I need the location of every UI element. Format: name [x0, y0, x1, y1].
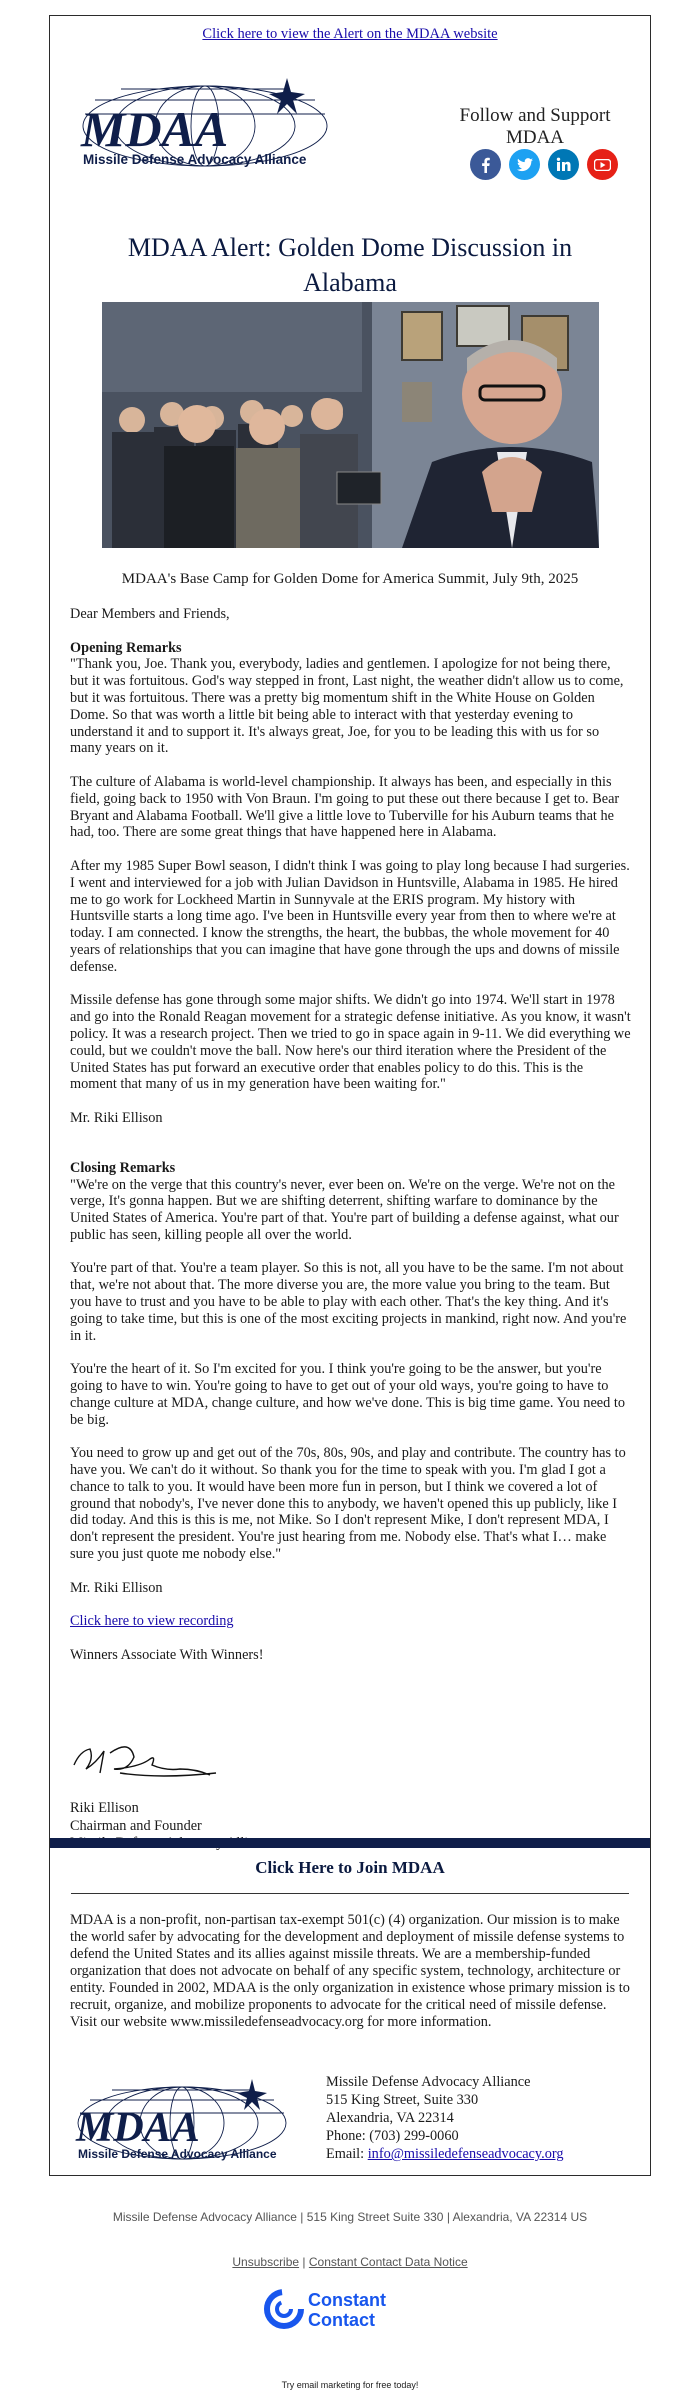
- mdaa-logo[interactable]: [75, 74, 375, 170]
- address-city: Alexandria, VA 22314: [326, 2110, 454, 2126]
- svg-text:Missile Defense Advocacy Allia: Missile Defense Advocacy Alliance: [83, 152, 307, 167]
- address-org: Missile Defense Advocacy Alliance: [326, 2074, 531, 2090]
- closing-attribution: Mr. Riki Ellison: [70, 1579, 163, 1596]
- address-email-row: Email: info@missiledefenseadvocacy.org: [326, 2146, 564, 2162]
- greeting: Dear Members and Friends,: [70, 606, 230, 622]
- section-divider-band: [50, 1838, 650, 1848]
- view-recording-link[interactable]: Click here to view recording: [70, 1613, 234, 1630]
- closing-paragraph: You're the heart of it. So I'm excited for you. I think you're going to be the answer, but you're going to have to win. You're going to have to get out of your old ways, you're going to have to change culture at MDA, change culture, and how we've done. This is big time game. You need to be big.: [70, 1361, 625, 1428]
- svg-text:Missile Defense Advocacy Allia: Missile Defense Advocacy Alliance: [78, 2147, 277, 2161]
- opening-paragraph: After my 1985 Super Bowl season, I didn't think I was going to play long because I had surgeries. I went and interviewed for a job with Julian Davidson in Huntsville, Alabama in 1985. He hired me to go work for Lockheed Martin in Sunnyvale at the ERIS program. My history with Huntsville starts a long time ago. I've been in Huntsville every year from then to where we're at today. I am connected. I know the strengths, the heart, the bubbas, the whole movement for 40 years of relationships that you can imagine that have gone through the ups and downs of missile defense.: [70, 857, 630, 975]
- email-frame: [49, 15, 651, 2176]
- tagline: Winners Associate With Winners!: [70, 1646, 264, 1663]
- closing-paragraph: "We're on the verge that this country's never, ever been on. We're on the verge. We're not on the verge, It's gonna happen. But we are shifting deterrent, shifting warfare to dominance by the United States of America. You're part of that. You're part of building a defense against, what our public has seen, killing people all over the world.: [70, 1176, 619, 1243]
- email-link[interactable]: info@missiledefenseadvocacy.org: [367, 2146, 564, 2162]
- join-mdaa-link[interactable]: Click Here to Join MDAA: [255, 1858, 445, 1877]
- opening-paragraph: The culture of Alabama is world-level championship. It always has been, and especially in this field, going back to 1950 with Von Braun. I'm going to put these out there because I get to. Bear Bryant and Alabama Football. We'll give a little love to Tuberville for his Auburn teams that he had, too. There are some great things that have happened here in Alabama.: [70, 773, 620, 841]
- facebook-icon[interactable]: [470, 149, 501, 180]
- opening-remarks-heading: Opening Remarks: [70, 639, 182, 656]
- follow-heading: Follow and Support MDAA: [459, 105, 611, 148]
- signoff-title: Chairman and Founder: [70, 1817, 202, 1834]
- divider-line: [71, 1893, 629, 1894]
- address-phone: Phone: (703) 299-0060: [326, 2128, 459, 2144]
- photo-caption: MDAA's Base Camp for Golden Dome for America Summit, July 9th, 2025: [121, 571, 579, 587]
- closing-paragraph: You're part of that. You're a team player. So this is not, all you have to be the same. I'm not about that, we're not about that. The more diverse you are, the more value you bring to the team. But you have to trust and you have to be able to play with each other. That's the key thing. And it's going to take time, but this is one of the most exciting projects in mankind, right now. And you're in it.: [70, 1260, 627, 1344]
- opening-attribution: Mr. Riki Ellison: [70, 1109, 163, 1126]
- svg-text:Constant: Constant: [308, 2290, 386, 2310]
- social-links: [470, 149, 618, 180]
- summit-photo[interactable]: [102, 302, 599, 548]
- svg-text:MDAA: MDAA: [81, 101, 229, 157]
- unsubscribe-link[interactable]: Unsubscribe: [232, 2255, 300, 2269]
- footer-links: Unsubscribe | Constant Contact Data Notice: [232, 2255, 468, 2269]
- view-online-link[interactable]: Click here to view the Alert on the MDAA website: [202, 26, 498, 42]
- contact-address: [326, 2073, 564, 2163]
- twitter-icon[interactable]: [509, 149, 540, 180]
- svg-text:Contact: Contact: [308, 2310, 375, 2330]
- letter-body: [70, 606, 632, 1680]
- svg-text:MDAA: MDAA: [76, 2105, 200, 2151]
- alert-headline: MDAA Alert: Golden Dome Discussion in Alabama: [127, 233, 573, 297]
- constant-contact-badge[interactable]: [262, 2287, 442, 2342]
- view-online-link-wrap: [50, 26, 650, 43]
- linkedin-icon[interactable]: [548, 149, 579, 180]
- signature: [70, 1729, 220, 1789]
- data-notice-link[interactable]: Constant Contact Data Notice: [308, 2255, 468, 2269]
- opening-paragraph: "Thank you, Joe. Thank you, everybody, ladies and gentlemen. I apologize for not being there, but it was fortuitous. God's way stepped in front, Last night, the weather didn't allow us to come, but it was fortuitous. There was a pretty big momentum shift in the White House on Golden Dome. So that was worth a little bit being able to interact with that yesterday evening to understand it and to support it. It's always great, Joe, for you to be leading this with us for so many years on it.: [70, 656, 624, 757]
- opening-paragraph: Missile defense has gone through some major shifts. We didn't go into 1974. We'll start in 1978 and go into the Ronald Reagan movement for a strategic defense initiative. As you know, it wasn't policy. It was a research project. Then we tried to go in space again in 9-11. We did everything we could, but we couldn't move the ball. Now here's our third iteration where the President of the United States has put forward an executive order that enables policy to do this. This is the moment that many of us in my generation have been waiting for.": [70, 992, 631, 1093]
- closing-paragraph: You need to grow up and get out of the 70s, 80s, 90s, and play and contribute. The country has to have you. We can't do it without. So thank you for the time to speak with you. I'm glad I got a chance to talk to you. It would have been more fun in person, but I think we covered a lot of ground that nobody's, I've never done this to anybody, we haven't opened this up publicly, like I did today. And this is this is me, not Mike. So I don't represent Mike, I don't represent MDA, I don't represent the president. You're just hearing from me. Nobody else. That's what I… make sure you just quote me nobody else.": [70, 1445, 626, 1563]
- about-mdaa: MDAA is a non-profit, non-partisan tax-exempt 501(c) (4) organization. Our mission is to make the world safer by advocating for the development and deployment of missile defense systems to defend the United States and its allies against missile threats. We are a membership-funded organization that does not advocate on behalf of any specific system, technology, architecture or entity. Founded in 2002, MDAA is the only organization in existence whose primary mission is to recruit, organize, and mobilize proponents to advocate for the critical need of missile defense. Visit our website www.missiledefenseadvocacy.org for more information.: [70, 1912, 630, 2030]
- youtube-icon[interactable]: [587, 149, 618, 180]
- signoff-name: Riki Ellison: [70, 1800, 139, 1816]
- cc-tagline: Try email marketing for free today!: [281, 2380, 419, 2390]
- footer-address: Missile Defense Advocacy Alliance | 515 King Street Suite 330 | Alexandria, VA 22314 US: [112, 2210, 588, 2224]
- closing-remarks-heading: Closing Remarks: [70, 1159, 176, 1176]
- address-street: 515 King Street, Suite 330: [326, 2092, 479, 2108]
